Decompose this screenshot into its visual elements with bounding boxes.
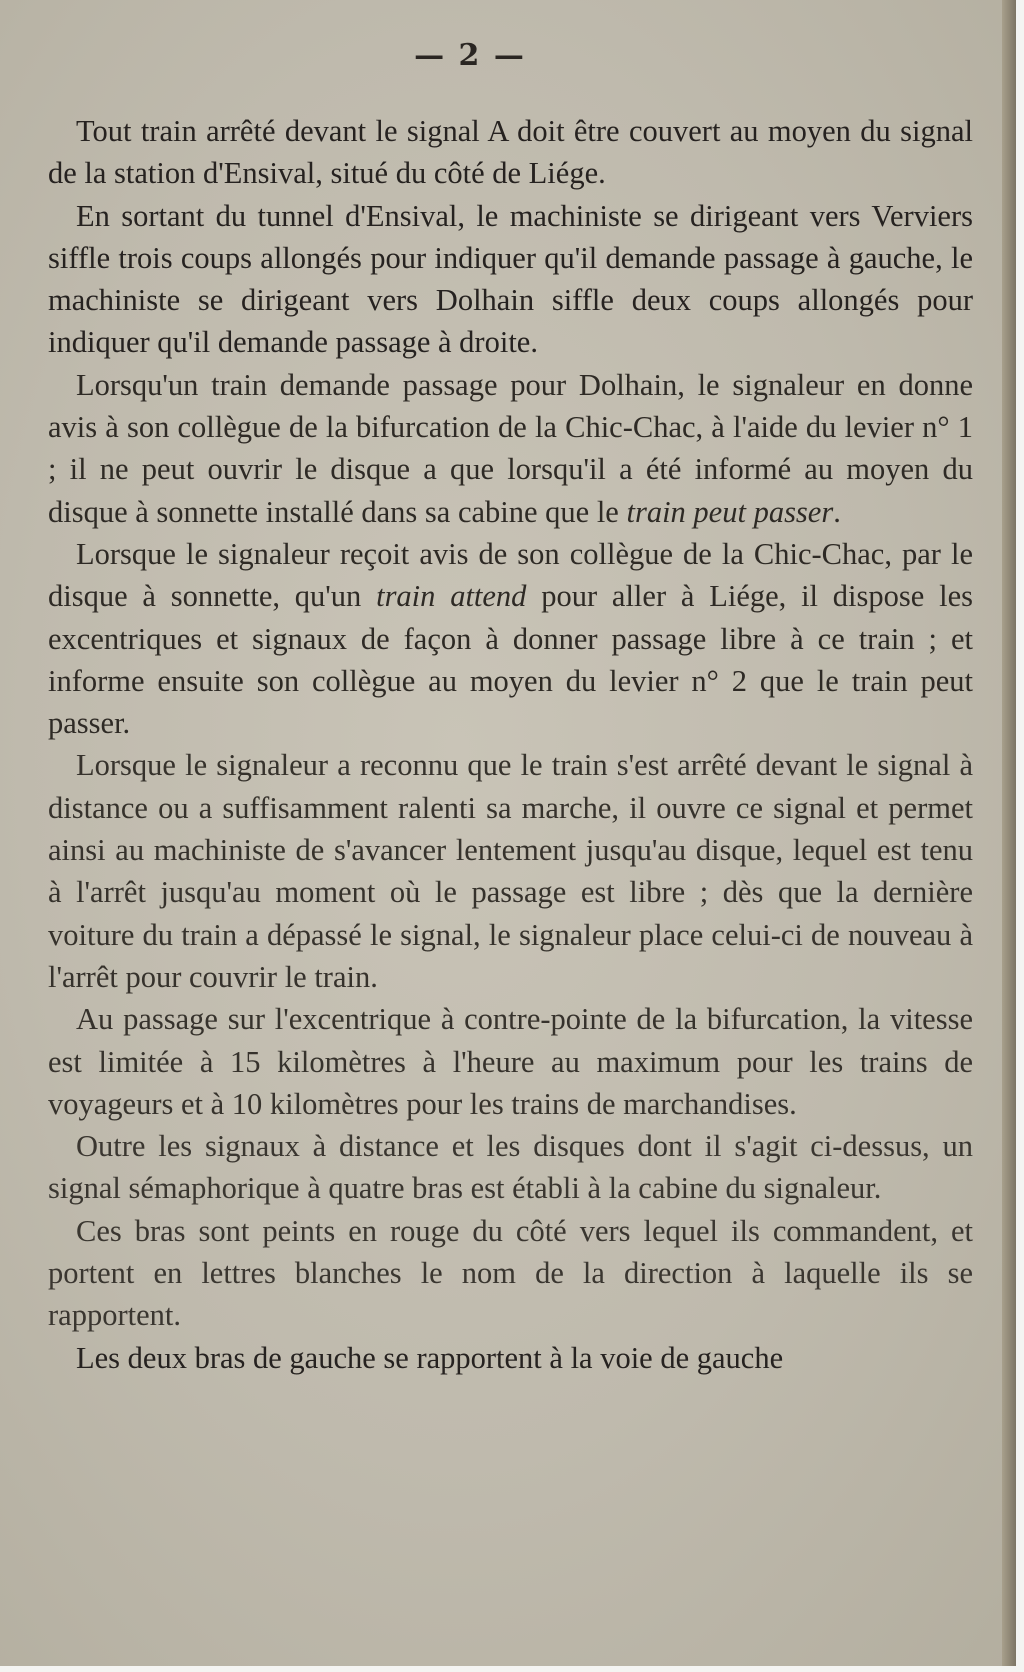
paragraph-text: Ces bras sont peints en rouge du côté vers lequel ils commandent, et portent en lettres blanches le nom de la direction à laquelle ils se rapportent. — [48, 1213, 973, 1333]
paragraph-text: Tout train arrêté devant le signal A doit être couvert au moyen du signal de la station d'Ensival, situé du côté de Liége. — [48, 114, 973, 191]
page-edge-shadow — [1002, 0, 1016, 1666]
paragraph-text: Les deux bras de gauche se rapportent à la voie de gauche — [76, 1340, 784, 1375]
paragraph-text-end: pour aller à Liége, il dispose les excentriques et signaux de façon à donner passage libre à ce train ; et informe ensuite son collègue au moyen du levier n° 2 que le train peut passer. — [48, 579, 973, 741]
page-number: — 2 — — [414, 38, 526, 73]
paragraph-text: En sortant du tunnel d'Ensival, le machiniste se dirigeant vers Verviers siffle trois coups allongés pour indiquer qu'il demande passage à gauche, le machiniste se dirigeant vers Dolhain siffle deux coups allongés pour indiquer qu'il demande passage à droite. — [48, 198, 973, 360]
paragraph-7 — [48, 1125, 973, 1210]
paragraph-4 — [48, 533, 973, 744]
paragraph-9 — [48, 1337, 973, 1379]
body-text — [48, 110, 973, 1379]
paragraph-8 — [48, 1210, 973, 1337]
paragraph-2 — [48, 195, 973, 364]
italic-phrase: train peut passer — [626, 494, 834, 529]
paragraph-text: Lorsqu'un train demande passage pour Dolhain, le signaleur en donne avis à son collègue de la bifurcation de la Chic-Chac, à l'aide du levier n° 1 ; il ne peut ouvrir le disque a que lorsqu'il a été informé au moyen du disque à sonnette installé dans sa cabine que le — [48, 367, 973, 529]
paragraph-text: Lorsque le signaleur a reconnu que le train s'est arrêté devant le signal à distance ou a suffisamment ralenti sa marche, il ouvre ce signal et permet ainsi au machiniste de s'avancer lentement jusqu'au disque, lequel est tenu à l'arrêt jusqu'au moment où le passage est libre ; dès que la dernière voiture du train a dépassé le signal, le signaleur place celui-ci de nouveau à l'arrêt pour couvrir le train. — [48, 748, 973, 994]
paragraph-text-end: . — [833, 494, 841, 529]
paragraph-text: Outre les signaux à distance et les disques dont il s'agit ci-dessus, un signal sémaphorique à quatre bras est établi à la cabine du signaleur. — [48, 1129, 973, 1206]
paragraph-6 — [48, 998, 973, 1125]
paragraph-text: Lorsque le signaleur reçoit avis de son collègue de la Chic-Chac, par le disque à sonnette, qu'un — [48, 536, 973, 614]
paragraph-3 — [48, 364, 973, 533]
italic-phrase: train attend — [376, 579, 527, 614]
paragraph-text: Au passage sur l'excentrique à contre-pointe de la bifurcation, la vitesse est limitée à 15 kilomètres à l'heure au maximum pour les trains de voyageurs et à 10 kilomètres pour les trains de marchandises. — [48, 1002, 973, 1121]
paragraph-5 — [48, 744, 973, 998]
paragraph-1 — [48, 110, 973, 195]
